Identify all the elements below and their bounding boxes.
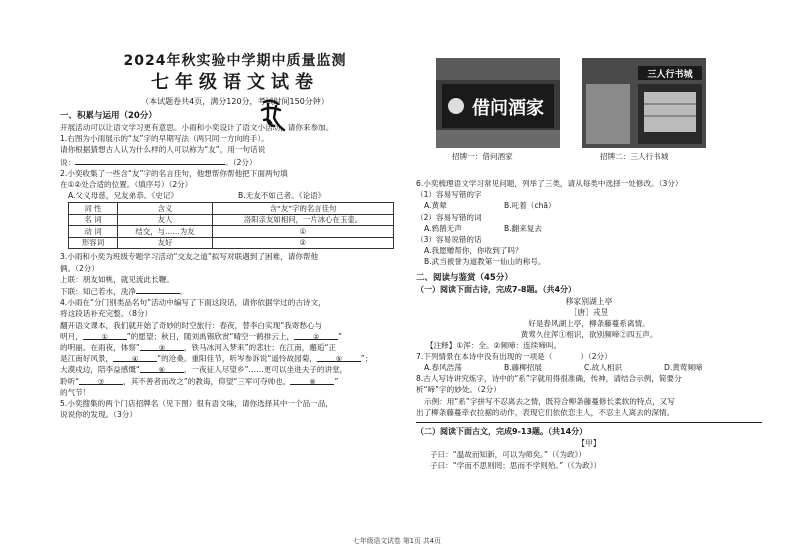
q1-line1: 1.右图为小雨展示的“友”字的早期写法（两只同一方向的手）。 (60, 134, 269, 144)
exam-title-grade: 七年级语文试卷 (151, 72, 319, 93)
table-cell: 结交，与……为友 (118, 226, 213, 238)
table-row (69, 226, 394, 238)
q4-line1: 4.小雨在“分门别类品名句”活动中编写了下面这段话，请你依据学过的古诗文， (60, 298, 326, 308)
q7-option[interactable]: A.春风浩荡 (424, 363, 462, 373)
q6-option[interactable]: B.武当被誉为道教第一仙山的称号。 (424, 257, 546, 267)
q4-blank-6[interactable]: ⑥ (140, 364, 184, 373)
table-row (69, 214, 394, 226)
q6-option[interactable]: A.鸦鹊无声 (424, 223, 462, 233)
section1-heading: 一、积累与运用（20分） (60, 111, 157, 121)
q6-option[interactable]: A.我愿赠帮你，你收到了吗？ (424, 246, 523, 256)
subsection1-heading: （一）阅读下面古诗，完成7-8题。（共4分） (416, 284, 577, 294)
q8-example-2: 出了柳条藤蔓牵衣拉裾的动作，表现它们依依恋主人，不忍主人离去的深情。 (416, 407, 675, 417)
q4-blank-5[interactable]: ⑤ (317, 353, 361, 362)
q4-line2: 将这段话补充完整。（8分） (60, 309, 153, 319)
table-answer-cell[interactable]: ① (213, 226, 394, 238)
q4-passage-1: 翻开语文课本，我们就开始了奇妙的时空旅行：春夜，替李白实现“我寄愁心与 (60, 320, 323, 330)
table-cell: 动 词 (69, 226, 118, 238)
q6-type3: （3）容易说错的话 (416, 235, 482, 245)
q2-line1: 2.小奕收集了一些含“友”字的名言佳句，他想帮你帮他把下面两句填 (60, 168, 288, 178)
table-header-cell: 含“友”字的名言佳句 (213, 203, 394, 215)
q4-passage-3: 的明丽。在雨夜，体察“ ③ ，铁马冰河入梦来”的悲壮；在江南，邂逅“正 (60, 343, 337, 353)
sign-2-image (582, 58, 706, 148)
q2-line2: 在①②处合适的位置。（填序号）（2分） (60, 180, 193, 190)
q3-upper-couplet: 上联：朋友如桃，就见流此长鞭。 (60, 274, 174, 284)
ancient-you-character-image (258, 96, 288, 136)
q7-prompt: 7.下列情景在本诗中没有出现的一项是（ ）（2分） (416, 351, 612, 361)
q8-line2: 析“啼”字的妙处。（2分） (416, 385, 501, 395)
q1-line2: 请你根据猜想古人认为什么样的人可以称为“友”，用一句话说 (60, 145, 266, 155)
analects-line-2: 子曰：“学而不思则罔；思而不学则殆。”（《为政》） (430, 461, 602, 471)
q3-line1: 3.小雨和小奕为班级专题学习活动“交友之道”拟写对联遇到了困难，请你帮他 (60, 252, 319, 262)
q6-type1: （1）容易写错的字 (416, 190, 482, 200)
q6-prompt: 6.小奕梳理语文学习常见问题，列举了三类，请从每类中选择一处修改。（3分） (416, 179, 683, 188)
q3-answer-blank[interactable] (136, 285, 180, 294)
poem-author: ［唐］戎昱 (569, 307, 609, 317)
q4-passage-7: 的气节！ (60, 387, 91, 397)
left-column (60, 52, 410, 420)
q8-example-1: 示例：用“系”字拼写不忍离去之情，既符合柳条藤蔓修长柔软的特点，又写 (424, 396, 675, 406)
q4-passage-4: 是江南好风景， ④ ”的沧桑。重阳佳节，听岑参诉说“遥怜故园菊， ⑤ ”； (60, 354, 373, 364)
q7-option[interactable]: B.藤柳招展 (504, 363, 542, 373)
sign-caption-1: 招牌一：借问酒家 (452, 152, 513, 161)
table-answer-cell[interactable]: ② (213, 237, 394, 249)
you-quotes-table (68, 202, 394, 249)
q7-options (416, 362, 762, 373)
sign-2-text: 三人行书城 (647, 70, 693, 80)
sign-caption-2: 招牌二：三人行书城 (600, 152, 669, 161)
passage-jia-label: 【甲】 (577, 439, 601, 449)
table-cell: 友好 (118, 237, 213, 249)
table-header-cell: 词 性 (69, 203, 118, 215)
table-row (69, 237, 394, 249)
table-cell: 形容词 (69, 237, 118, 249)
subsection2-heading: （二）阅读下面古文，完成9-13题。（共14分） (416, 427, 588, 437)
q4-blank-4[interactable]: ④ (113, 353, 157, 362)
sign-1-image (436, 58, 560, 148)
answer-line[interactable] (416, 422, 762, 423)
poem-title: 移家别湖上亭 (565, 296, 613, 306)
q3-lower-couplet: 下联：知己若水，洗净 。 (60, 287, 188, 297)
table-cell: 友人 (118, 214, 213, 226)
q4-blank-2[interactable]: ② (294, 331, 338, 340)
q4-passage-5: 大漠戍边，陪李益感慨“ ⑥ ，一夜征人尽望乡”……更可以坐进夫子的讲堂， (60, 365, 348, 375)
q4-blank-1[interactable]: ① (83, 331, 127, 340)
q7-option[interactable]: D.黄莺频啼 (664, 363, 703, 373)
exam-title-school: 2024年秋实验中学期中质量监测 (123, 53, 347, 69)
table-cell: 洛阳亲友如相问，一片冰心在玉壶。 (213, 214, 394, 226)
sign-photo-2 (582, 58, 706, 148)
q6-option[interactable]: B.翻来复去 (504, 223, 542, 233)
q6-option[interactable]: A.黄辇 (424, 201, 447, 211)
right-column (416, 178, 762, 471)
table-header-row (69, 203, 394, 215)
q6-type1-options (416, 200, 762, 211)
sign-1-text: 借问酒家 (472, 98, 544, 119)
q6-type2-options (416, 223, 762, 234)
exam-subtitle: （本试题卷共4页，满分120分，考试时间150分钟） (141, 97, 329, 106)
analects-line-1: 子曰：“温故而知新，可以为师矣。”（《为政》） (430, 450, 586, 460)
poem-notes: 【注释】①浑：全。②频啼：连续啼叫。 (426, 340, 562, 350)
section2-heading: 二、阅读与鉴赏（45分） (416, 272, 513, 283)
q7-option[interactable]: C.故人相识 (584, 363, 623, 373)
q1-answer-blank[interactable] (75, 156, 225, 165)
q3-line2: 俩。（2分） (60, 263, 99, 273)
q2-options: A.父义母慈，兄友弟恭。《史记》 B.无友不如己者。《论语》 (68, 191, 326, 201)
table-cell: 名 词 (69, 214, 118, 226)
q6-type2: （2）容易写错的词 (416, 212, 482, 222)
q4-blank-3[interactable]: ③ (140, 342, 184, 351)
q8-line1: 8.古人写诗讲究炼字，诗中的“系”字就用得很准确，传神，请结合示例，简要分 (416, 374, 682, 384)
q4-blank-7[interactable]: ⑦ (79, 376, 123, 385)
q5-line1: 5.小奕搜集的两个门店招牌名（见下图）很有语文味，请你选择其中一个品一品， (60, 399, 334, 409)
q1-line3: 说： 。（2分） (60, 157, 257, 167)
poem-line-2: 黄莺久住浑①相识，欲别频啼②四五声。 (520, 329, 658, 339)
q4-passage-6: 聆听“ ⑦ ，其不善者而改之”的教诲，仰望“三军可夺帅也， ⑧ ” (60, 376, 339, 386)
q4-passage-2: 明月， ① ”的愿望；秋日，随刘禹锡欣赏“晴空一鹤排云上， ② ” (60, 331, 343, 341)
q6-option[interactable]: B.吒着（chā） (504, 201, 556, 211)
page-footer: 七年级语文试卷 第1页 共4页 (353, 537, 441, 545)
q5-line2: 说说你的发现。（3分） (60, 410, 137, 420)
table-header-cell: 含义 (118, 203, 213, 215)
poem-line-1: 好是春风湖上亭，柳条藤蔓系离情。 (528, 318, 650, 328)
sign-photo-1 (436, 58, 560, 148)
section1-intro: 开展活动可以让语文学习更有意思。小雨和小奕设计了语文小活动，请你来参加。 (60, 123, 334, 132)
q4-blank-8[interactable]: ⑧ (290, 376, 334, 385)
